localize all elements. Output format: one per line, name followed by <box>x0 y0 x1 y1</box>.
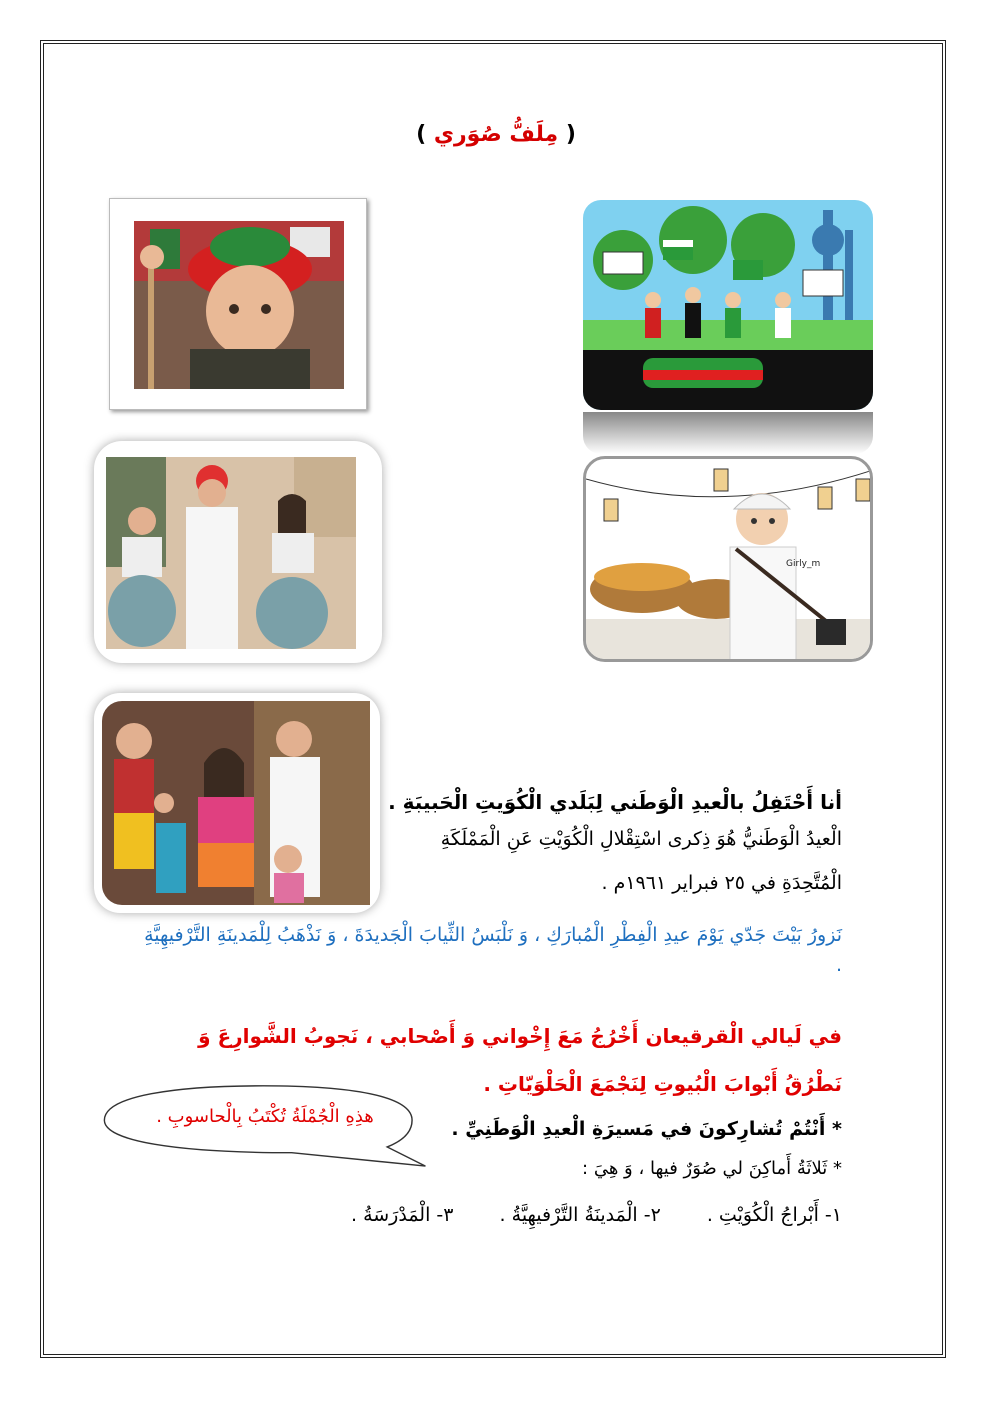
photo-children-traditional-image <box>94 441 382 663</box>
photo-reflection <box>583 412 873 454</box>
photo-parade-drawing <box>583 200 873 410</box>
photo-boy-red-hat <box>109 198 367 410</box>
photo-family-group <box>94 693 380 913</box>
text-line-1: أنا أَحْتَفِلُ بالْعيدِ الْوَطَني لِبَلَدي الْكُوَيتِ الْحَبيبَةِ . <box>388 790 842 814</box>
speech-bubble-text: هذِهِ الْجُمْلَةُ تُكْتَبُ بِالْحاسوبِ . <box>156 1106 374 1127</box>
text-line-3: الْمُتَّحِدَةِ في ٢٥ فبراير ١٩٦١م . <box>601 872 842 894</box>
place-item-1: ١- أَبْراجُ الْكُوَيْتِ . <box>706 1204 842 1226</box>
drawing-watermark: Girly_m <box>786 559 821 569</box>
photo-boy-lanterns-drawing <box>583 456 873 662</box>
photo-boy-lanterns-drawing-image <box>586 459 873 662</box>
text-line-4: نَزورُ بَيْتَ جَدّي يَوْمَ عيدِ الْفِطْرِ الْمُبارَكِ ، وَ نَلْبَسُ الثِّيابَ الْجَديدَةَ ، وَ نَذْهَبُ لِلْمَدينَةِ التَّرْفيهِيَّةِ . <box>144 924 842 976</box>
photo-boy-red-hat-image <box>110 199 367 410</box>
places-list <box>311 1204 842 1226</box>
text-line-6: * أَنْتُمْ تُشارِكونَ في مَسيرَةِ الْعيدِ الْوَطَنِيِّ . <box>451 1118 842 1140</box>
text-line-7: * ثَلاثَةُ أَماكِنَ لي صُوَرٌ فيها ، وَ هِيَ : <box>582 1158 842 1179</box>
place-item-2: ٢- الْمَدينَةُ التَّرْفيهِيَّةُ . <box>499 1204 661 1226</box>
text-line-2: الْعيدُ الْوَطَنيُّ هُوَ ذِكرى اسْتِقْلالِ الْكُوَيْتِ عَنِ الْمَمْلَكَةِ <box>440 828 842 850</box>
place-item-3: ٣- الْمَدْرَسَةُ . <box>350 1204 454 1226</box>
photo-parade-drawing-image <box>583 200 873 410</box>
text-line-5: في لَيالي الْقرقيعان أَخْرُجُ مَعَ إِخْواني وَ أَصْحابي ، نَجوبُ الشَّوارِعَ وَ نَطْرُقُ أَبْوابَ الْبُيوتِ لِنَجْمَعَ الْحَلْوَيّاتِ . <box>198 1024 842 1096</box>
photo-children-traditional <box>94 441 382 663</box>
photo-family-group-image <box>94 693 380 913</box>
page-title: ( مِلَفُّ صُوَري ) <box>416 122 576 147</box>
